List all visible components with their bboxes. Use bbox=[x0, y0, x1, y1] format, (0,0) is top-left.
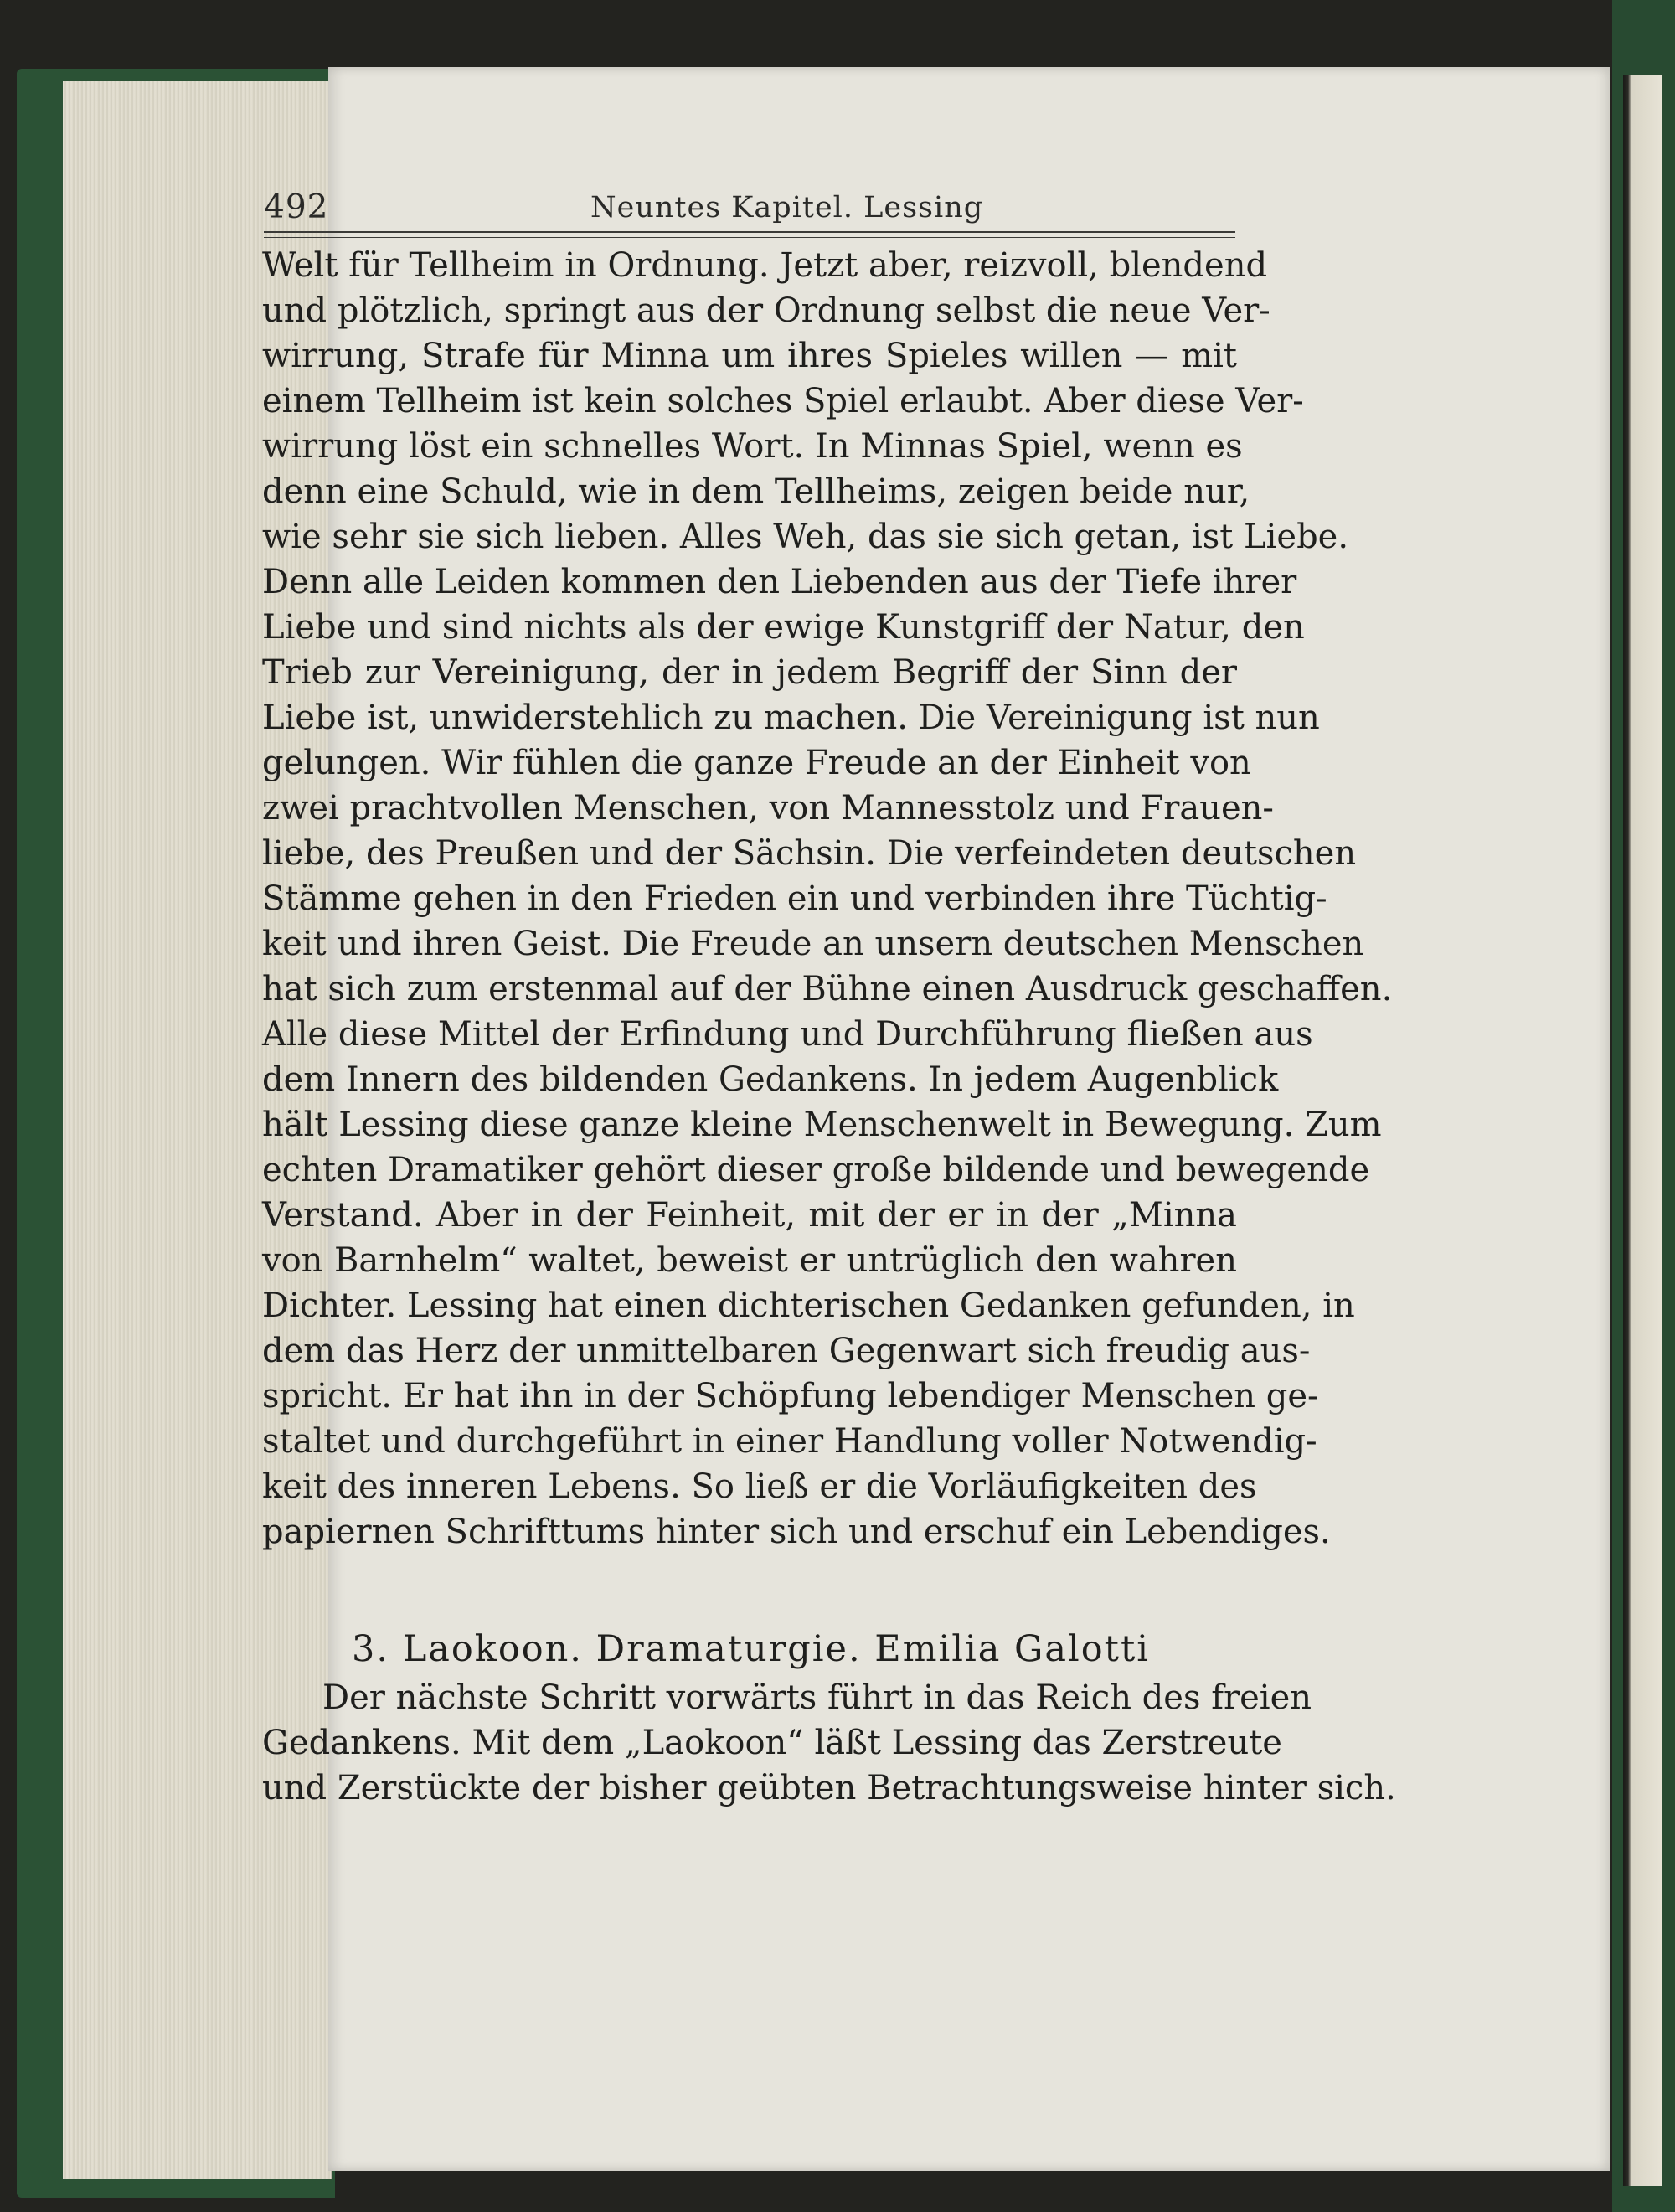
header-rule-thin bbox=[264, 237, 1235, 238]
text-line: gelungen. Wir fühlen die ganze Freude an der Einheit von bbox=[262, 744, 1251, 782]
text-line: einem Tellheim ist kein solches Spiel erlaubt. Aber diese Ver- bbox=[262, 382, 1304, 420]
text-line: Liebe und sind nichts als der ewige Kunstgriff der Natur, den bbox=[262, 608, 1305, 647]
body-text bbox=[262, 243, 1393, 1555]
text-line: hält Lessing diese ganze kleine Menschenwelt in Bewegung. Zum bbox=[262, 1106, 1382, 1144]
text-line: Alle diese Mittel der Erfindung und Durchführung fließen aus bbox=[262, 1015, 1313, 1054]
text-line: Trieb zur Vereinigung, der in jedem Begriff der Sinn der bbox=[262, 653, 1237, 692]
text-line: Welt für Tellheim in Ordnung. Jetzt aber, reizvoll, blendend bbox=[262, 246, 1268, 285]
text-line: wirrung, Strafe für Minna um ihres Spieles willen — mit bbox=[262, 337, 1237, 375]
section-text bbox=[262, 1675, 1396, 1811]
text-line: dem das Herz der unmittelbaren Gegenwart sich freudig aus- bbox=[262, 1332, 1311, 1370]
page-number: 492 bbox=[264, 188, 329, 226]
text-line: Verstand. Aber in der Feinheit, mit der er in der „Minna bbox=[262, 1196, 1237, 1235]
text-line: Stämme gehen in den Frieden ein und verbinden ihre Tüchtig- bbox=[262, 879, 1327, 918]
text-line: liebe, des Preußen und der Sächsin. Die verfeindeten deutschen bbox=[262, 834, 1357, 873]
running-header: Neuntes Kapitel. Lessing bbox=[590, 191, 984, 224]
text-line: echten Dramatiker gehört dieser große bildende und bewegende bbox=[262, 1151, 1370, 1189]
text-line: papiernen Schrifttums hinter sich und erschuf ein Lebendiges. bbox=[262, 1513, 1331, 1551]
text-line: spricht. Er hat ihn in der Schöpfung lebendiger Menschen ge- bbox=[262, 1377, 1319, 1415]
text-line: Der nächste Schritt vorwärts führt in das Reich des freien bbox=[322, 1678, 1312, 1717]
text-line: dem Innern des bildenden Gedankens. In jedem Augenblick bbox=[262, 1060, 1279, 1099]
text-line: Dichter. Lessing hat einen dichterischen Gedanken gefunden, in bbox=[262, 1286, 1355, 1325]
text-line: keit und ihren Geist. Die Freude an unsern deutschen Menschen bbox=[262, 925, 1364, 963]
text-line: Denn alle Leiden kommen den Liebenden aus der Tiefe ihrer bbox=[262, 563, 1297, 601]
page-edges-right bbox=[1623, 75, 1662, 2186]
text-line: staltet und durchgeführt in einer Handlung voller Notwendig- bbox=[262, 1422, 1317, 1461]
text-line: und Zerstückte der bisher geübten Betrachtungsweise hinter sich. bbox=[262, 1769, 1396, 1807]
text-line: denn eine Schuld, wie in dem Tellheims, zeigen beide nur, bbox=[262, 472, 1250, 511]
text-line: Liebe ist, unwiderstehlich zu machen. Die Vereinigung ist nun bbox=[262, 699, 1320, 737]
text-line: und plötzlich, springt aus der Ordnung selbst die neue Ver- bbox=[262, 291, 1270, 330]
text-line: von Barnhelm“ waltet, beweist er untrüglich den wahren bbox=[262, 1241, 1237, 1280]
text-line: hat sich zum erstenmal auf der Bühne einen Ausdruck geschaffen. bbox=[262, 970, 1393, 1008]
text-line: wirrung löst ein schnelles Wort. In Minnas Spiel, wenn es bbox=[262, 427, 1243, 466]
text-line: wie sehr sie sich lieben. Alles Weh, das sie sich getan, ist Liebe. bbox=[262, 518, 1349, 556]
text-line: Gedankens. Mit dem „Laokoon“ läßt Lessing das Zerstreute bbox=[262, 1724, 1282, 1762]
text-line: keit des inneren Lebens. So ließ er die Vorläufigkeiten des bbox=[262, 1467, 1257, 1506]
text-line: zwei prachtvollen Menschen, von Mannesstolz und Frauen- bbox=[262, 789, 1274, 828]
section-heading: 3. Laokoon. Dramaturgie. Emilia Galotti bbox=[352, 1628, 1150, 1670]
header-rule bbox=[264, 231, 1235, 233]
